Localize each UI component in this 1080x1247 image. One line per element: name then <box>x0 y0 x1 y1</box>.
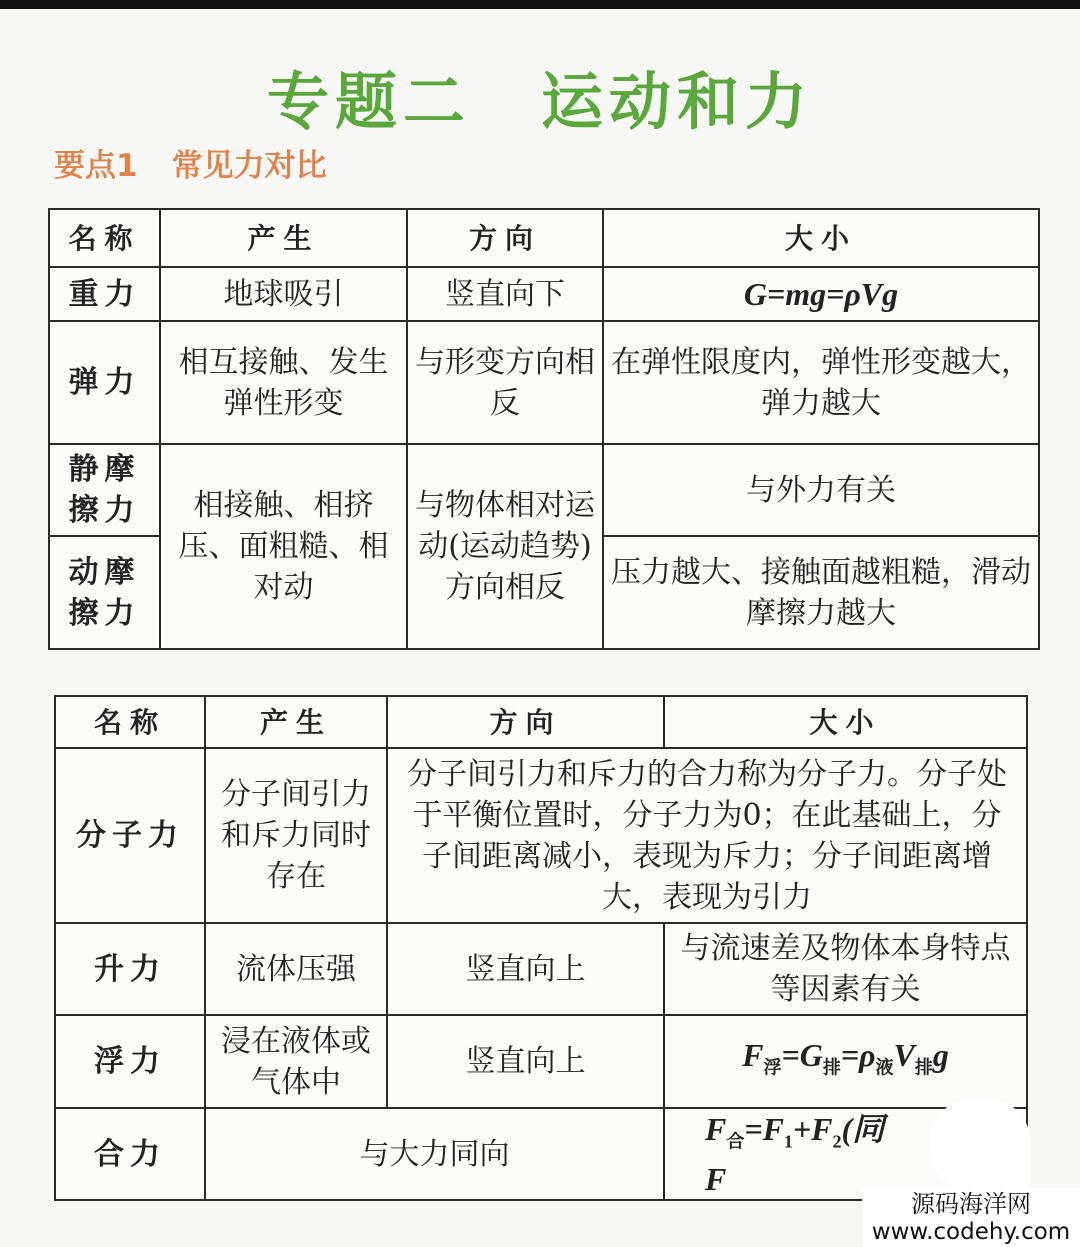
watermark-backdrop <box>930 1100 1030 1190</box>
table-row-buoyancy <box>55 1015 1027 1108</box>
section-heading <box>54 140 327 185</box>
row-name: 合力 <box>55 1108 205 1200</box>
header-cell: 方向 <box>407 209 603 267</box>
force-comparison-table-1 <box>48 208 1040 650</box>
header-cell: 产生 <box>160 209 407 267</box>
table-row-lift <box>55 923 1027 1015</box>
formula-symbol: =F <box>744 1110 784 1147</box>
row-magnitude: 与外力有关 <box>603 444 1039 536</box>
table-header-row <box>49 209 1039 267</box>
formula-symbol: F <box>742 1036 764 1073</box>
molecular-description: 分子间引力和斥力的合力称为分子力。分子处于平衡位置时，分子力为0；在此基础上，分子间距离减小，表现为斥力；分子间距离增大，表现为引力 <box>387 748 1027 923</box>
header-cell: 产生 <box>205 696 387 748</box>
buoyancy-formula <box>664 1015 1027 1108</box>
row-direction: 竖直向上 <box>387 1015 664 1108</box>
row-magnitude: 与流速差及物体本身特点等因素有关 <box>664 923 1027 1015</box>
force-comparison-table-2 <box>54 695 1028 1201</box>
table-row-resultant <box>55 1108 1027 1200</box>
row-name: 升力 <box>55 923 205 1015</box>
top-edge-bar <box>0 0 1080 9</box>
formula-subscript: 2 <box>832 1131 842 1152</box>
friction-cause: 相接触、相挤压、面粗糙、相对动 <box>160 444 407 649</box>
page-title <box>0 52 1080 141</box>
row-direction: 与形变方向相反 <box>407 321 603 444</box>
header-cell: 方向 <box>387 696 664 748</box>
table-row-gravity <box>49 267 1039 321</box>
row-cause: 流体压强 <box>205 923 387 1015</box>
row-cause: 地球吸引 <box>160 267 407 321</box>
row-direction: 竖直向上 <box>387 923 664 1015</box>
row-magnitude: 在弹性限度内，弹性形变越大，弹力越大 <box>603 321 1039 444</box>
formula-symbol: =G <box>781 1036 823 1073</box>
title-part1: 专题二 <box>266 65 471 138</box>
header-cell: 名称 <box>55 696 205 748</box>
formula-subscript: 排 <box>914 1057 933 1078</box>
row-name: 弹力 <box>49 321 160 444</box>
formula-subscript: 合 <box>726 1131 745 1152</box>
formula-symbol: F <box>705 1110 727 1147</box>
row-cause: 浸在液体或气体中 <box>205 1015 387 1108</box>
formula-symbol: V <box>893 1036 915 1073</box>
table-row-elastic <box>49 321 1039 444</box>
header-cell: 大小 <box>664 696 1027 748</box>
table-header-row <box>55 696 1027 748</box>
row-magnitude: 压力越大、接触面越粗糙，滑动摩擦力越大 <box>603 536 1039 649</box>
formula-symbol: g <box>932 1036 949 1073</box>
formula-subscript: 液 <box>875 1057 894 1078</box>
friction-direction: 与物体相对运动(运动趋势)方向相反 <box>407 444 603 649</box>
table-row-static-friction <box>49 444 1039 536</box>
section-text: 常见力对比 <box>171 148 327 184</box>
row-name: 浮力 <box>55 1015 205 1108</box>
row-name: 静摩擦力 <box>49 444 160 536</box>
header-cell: 大小 <box>603 209 1039 267</box>
formula-symbol: (同 <box>841 1110 885 1147</box>
watermark-line2: www.codehy.com <box>871 1219 1071 1245</box>
gravity-formula: G=mg=ρVg <box>603 267 1039 321</box>
row-name: 分子力 <box>55 748 205 923</box>
table-row-molecular <box>55 748 1027 923</box>
header-cell: 名称 <box>49 209 160 267</box>
formula-subscript: 浮 <box>763 1057 782 1078</box>
row-direction: 与大力同向 <box>205 1108 664 1200</box>
formula-symbol: +F <box>792 1110 833 1147</box>
watermark <box>862 1188 1080 1247</box>
formula-symbol: =ρ <box>840 1036 876 1073</box>
row-name: 动摩擦力 <box>49 536 160 649</box>
watermark-line1: 源码海洋网 <box>911 1190 1031 1218</box>
formula-subscript: 1 <box>783 1131 793 1152</box>
row-direction: 竖直向下 <box>407 267 603 321</box>
formula-subscript: 排 <box>822 1057 841 1078</box>
title-part2: 运动和力 <box>541 65 814 138</box>
row-cause: 分子间引力和斥力同时存在 <box>205 748 387 923</box>
row-name: 重力 <box>49 267 160 321</box>
formula-line-2: F <box>705 1161 727 1198</box>
row-cause: 相互接触、发生弹性形变 <box>160 321 407 444</box>
section-label: 要点1 <box>54 148 138 184</box>
